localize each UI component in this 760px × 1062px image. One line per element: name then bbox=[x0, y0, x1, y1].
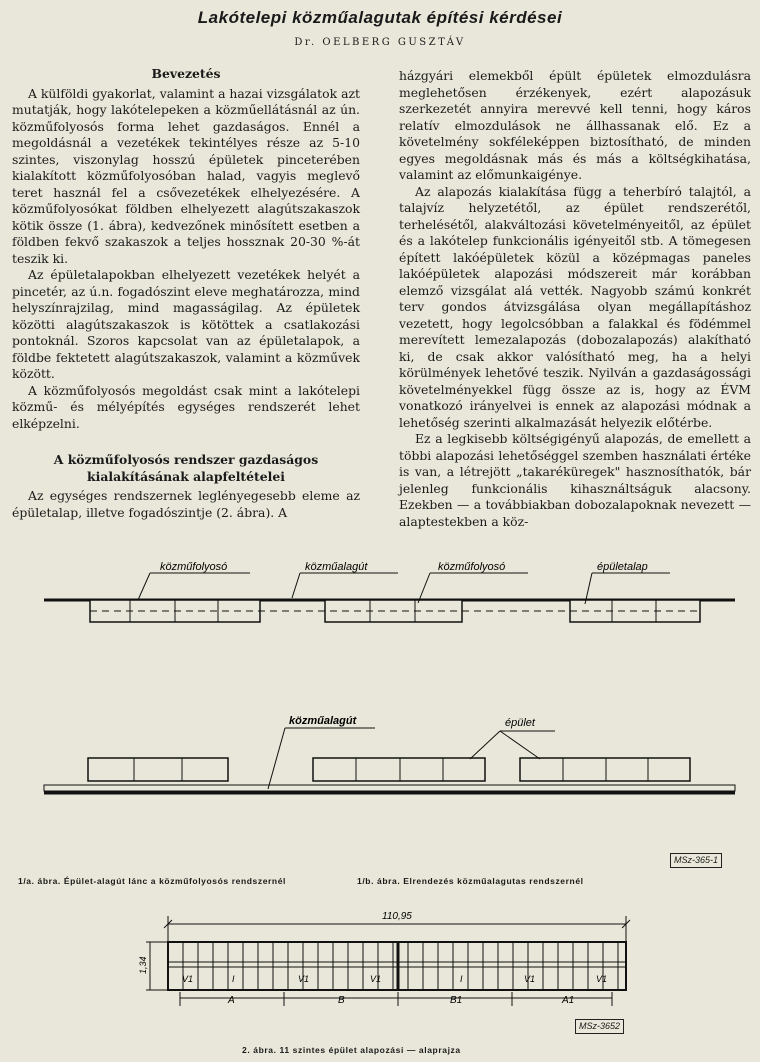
section-label: A1 bbox=[562, 995, 575, 1006]
section-label: B bbox=[338, 995, 345, 1006]
building bbox=[520, 758, 690, 781]
figure-1a-caption: 1/a. ábra. Épület-alagút lánc a közműfolyosós rendszernél bbox=[18, 876, 287, 886]
dimension-total-length: 110,95 bbox=[382, 911, 412, 922]
figure-2-caption: 2. ábra. 11 szintes épület alapozási — alaprajza bbox=[242, 1045, 461, 1055]
label-kozmualagut: közműalagút bbox=[289, 715, 357, 727]
right-column bbox=[399, 68, 751, 530]
article-author: Dr. OELBERG GUSZTÁV bbox=[294, 37, 466, 48]
paragraph: Ez a legkisebb költségigényű alapozás, de emellett a többi alapozási lehetőséggel szemben használati értéke is van, a létrejött „takaréküregek" hasznosíthatók, bár jelenleg funkcionális kihasználtságuk alacsony. Ezekben — a továbbiakban dobozalapoknak nevezett — alaptestekben a köz- bbox=[399, 431, 751, 529]
label-epulet: épület bbox=[505, 717, 535, 729]
section-heading-conditions: A közműfolyosós rendszer gazdaságos kialakításának alapfeltételei bbox=[53, 452, 319, 484]
left-column bbox=[12, 66, 360, 521]
label-kozmufolyoso: közműfolyosó bbox=[160, 561, 228, 573]
cell-label: V1 bbox=[182, 974, 194, 984]
figure-1b-caption: 1/b. ábra. Elrendezés közműalagutas rendszernél bbox=[357, 876, 584, 886]
dimension-height: 1,34 bbox=[138, 956, 148, 974]
cell-label: V1 bbox=[596, 974, 608, 984]
cell-label: I bbox=[460, 974, 463, 984]
article-title: Lakótelepi közműalagutak építési kérdései bbox=[197, 8, 563, 27]
cell-label: V1 bbox=[524, 974, 536, 984]
building bbox=[88, 758, 228, 781]
paragraph: Az épületalapokban elhelyezett vezetékek helyét a pincetér, az ú.n. fogadószint eleve meghatározza, mind helyszínrajzilag, mind magasságilag. Az épületek közötti alagútszakaszok is kötöttek a csatlakozási pontoknál. Szoros kapcsolat van az épületalapok, a földbe fektetett alagútszakaszok, valamint a közművek között. bbox=[12, 267, 360, 381]
section-label: A bbox=[228, 995, 235, 1006]
section-heading-introduction: Bevezetés bbox=[151, 66, 221, 81]
paragraph: Az alapozás kialakítása függ a teherbíró talajtól, a talajvíz helyzetétől, az épület rendszerétől, terhelésétől, alakváltozási követelményeitől, az épület és a lakótelep funkcionális igényeitől stb. A tömegesen épített lakóépületek közül a középmagas paneles lakóépületek alapozási módszereit már korábban elemző vizsgálat alá vették. Nagyobb számú konkrét terv gondos átvizsgálása olyan megállapításhoz vezetett, hogy legolcsóbban a falakkal és födémmel merevített lemezalapozás (dobozalapozás) alakítható ki, de csak akkor valósítható meg, ha a helyi körülmények lehetővé teszik. Nyilván a gazdaságossági követelményekkel függ össze az is, hogy az ÉVM vonatkozó irányelvei is ennek az alapozási módnak a lehetőség szerinti alkalmazását helyezik előtérbe. bbox=[399, 183, 751, 430]
paragraph: A külföldi gyakorlat, valamint a hazai vizsgálatok azt mutatják, hogy lakótelepeken a közműellátásnál az ún. közműfolyosós forma lehet gazdaságos. Ennél a megoldásnál a vezetékek tekintélyes része az 5-10 szintes, viszonylag hosszú épületek pinceterében kialakított közműfolyosóban halad, vagyis meglevő teret használ fel a csővezetékek elhelyezésére. A közműfolyosókat földben elhelyezett alagútszakaszok kötik össze (1. ábra), kedvezőnek minősített esetben a földben fekvő szakaszok a teljes hossznak 20-30 %-át teszik ki. bbox=[12, 85, 360, 266]
figure-2-stamp: MSz-3652 bbox=[575, 1019, 624, 1034]
cell-label: V1 bbox=[370, 974, 382, 984]
label-kozmufolyoso: közműfolyosó bbox=[438, 561, 506, 573]
paragraph: A közműfolyosós megoldást csak mint a lakótelepi közmű- és mélyépítés egységes rendszerét lehet elképzelni. bbox=[12, 382, 360, 431]
label-epuletalap: épületalap bbox=[597, 561, 648, 573]
building bbox=[313, 758, 485, 781]
label-kozmualagut: közműalagút bbox=[305, 561, 368, 573]
paragraph: Az egységes rendszernek leglényegesebb eleme az épületalap, illetve fogadószintje (2. ábra). A bbox=[12, 488, 360, 520]
figure-2-plan bbox=[0, 902, 760, 1022]
cell-label: V1 bbox=[298, 974, 310, 984]
paragraph: házgyári elemekből épült épületek elmozdulásra meglehetősen érzékenyek, ezért alapozásuk szerkezetét annyira merevvé kell tenni, hogy káros relatív elmozdulások ne állhassanak elő. Ez a követelmény sokféleképpen biztosítható, de minden egyes megoldásnak más és más a költségkihatása, valamint az előmunkaigénye. bbox=[399, 68, 751, 182]
cell-label: I bbox=[232, 974, 235, 984]
figure-1-stamp: MSz-365-1 bbox=[670, 853, 722, 868]
figure-1-diagram bbox=[0, 548, 760, 848]
section-label: B1 bbox=[450, 995, 463, 1006]
